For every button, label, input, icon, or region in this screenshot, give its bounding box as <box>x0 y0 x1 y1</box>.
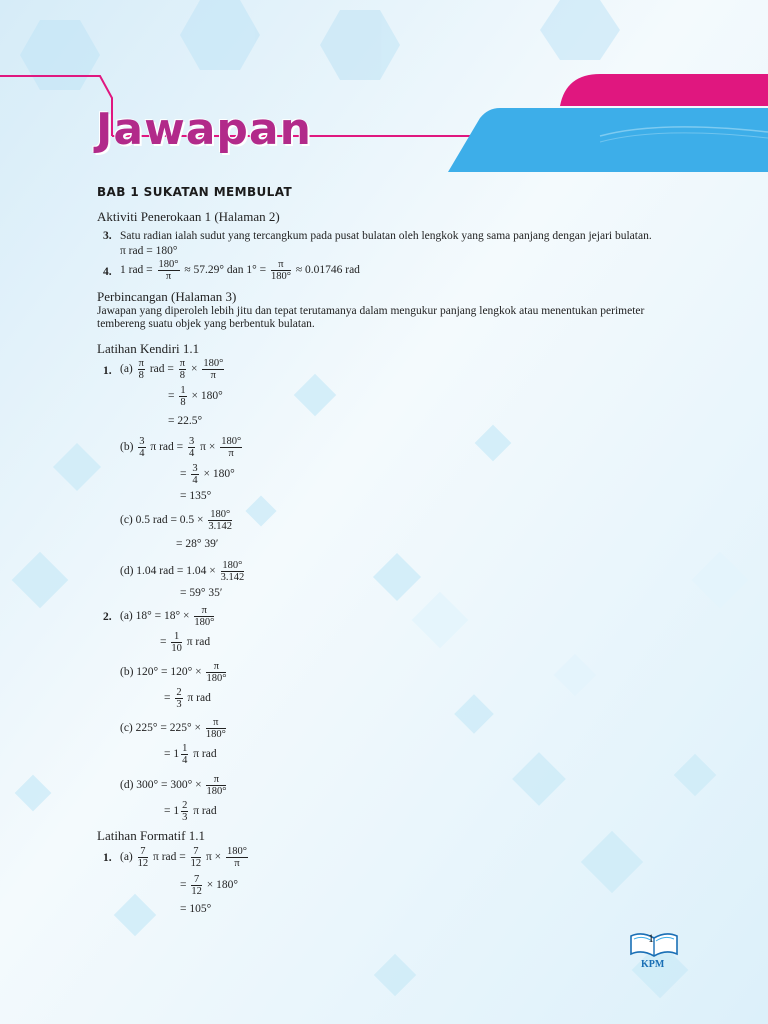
fraction: $\frac{3}{4}$ <box>192 463 198 487</box>
q3-text: Satu radian ialah sudut yang tercangkum pada pusat bulatan oleh lengkok yang sama panjang dengan jejari bulatan. <box>120 230 652 242</box>
q1c-line-1: (c) 0.5 rad = 0.5 × $\frac{180^\circ}{3.142}$ <box>120 509 233 533</box>
part-label: (d) <box>120 779 134 792</box>
q2b-line-1: (b) 120° = 120° × $\frac{\pi}{180^\circ}$ <box>120 661 227 685</box>
fraction: $\frac{1}{8}$ <box>180 385 186 409</box>
aktiviti-heading: Aktiviti Penerokaan 1 (Halaman 2) <box>97 209 280 224</box>
part-label: (c) <box>120 722 133 735</box>
q2a-line-1: (a) 18° = 18° × $\frac{\pi}{180^\circ}$ <box>120 605 215 629</box>
q1a-line-1: (a) $\frac{\pi}{8}$ rad = $\frac{\pi}{8}$ × $\frac{180^\circ}{\pi}$ <box>120 358 224 382</box>
fraction: $\frac{1}{10}$ <box>171 631 182 655</box>
fraction: $\frac{180^\circ}{3.142}$ <box>208 509 233 533</box>
q3-number: 3. <box>103 230 112 242</box>
fraction: $\frac{1}{4}$ <box>182 743 188 767</box>
q1d-line-1: (d) 1.04 rad = 1.04 × $\frac{180^\circ}{3.142}$ <box>120 560 245 584</box>
fraction: $\frac{2}{3}$ <box>176 687 182 711</box>
part-label: (c) <box>120 514 133 527</box>
part-label: (a) <box>120 610 133 623</box>
q1d-result: = 59° 35′ <box>180 587 223 599</box>
book-icon <box>628 930 680 960</box>
q2b-result: = $\frac{2}{3}$ π rad <box>164 687 211 711</box>
part-label: (a) <box>120 851 133 864</box>
latihan-kendiri-heading: Latihan Kendiri 1.1 <box>97 341 200 356</box>
q2c-result: = 1 $\frac{1}{4}$ π rad <box>164 743 217 767</box>
fraction: $\frac{3}{4}$ <box>189 436 195 460</box>
fraction: $\frac{2}{3}$ <box>182 800 188 824</box>
q2d-line-1: (d) 300° = 300° × $\frac{\pi}{180^\circ}$ <box>120 774 227 798</box>
chapter-heading: BAB 1 SUKATAN MEMBULAT <box>97 185 293 199</box>
page-number: 1 <box>648 931 654 945</box>
formatif-q1a-line-2: = $\frac{7}{12}$ × 180° <box>180 874 238 898</box>
kpm-logo <box>628 930 680 970</box>
fraction: $\frac{\pi}{180^\circ}$ <box>206 774 227 798</box>
q2d-result: = 1 $\frac{2}{3}$ π rad <box>164 800 217 824</box>
q1b-line-1: (b) $\frac{3}{4}$ π rad = $\frac{3}{4}$ π × $\frac{180^\circ}{\pi}$ <box>120 436 242 460</box>
fraction: $\frac{7}{12}$ <box>190 846 202 870</box>
formatif-q1a-line-1: (a) $\frac{7}{12}$ π rad = $\frac{7}{12}$ π × $\frac{180^\circ}{\pi}$ <box>120 846 247 870</box>
q1b-line-2: = $\frac{3}{4}$ × 180° <box>180 463 235 487</box>
perbincangan-line-2: tembereng suatu objek yang berbentuk bulatan. <box>97 318 315 330</box>
kpm-text: KPM <box>641 959 665 970</box>
fraction: $\frac{3}{4}$ <box>139 436 145 460</box>
q4-text-b: ≈ 57.29° dan 1° = <box>184 264 267 277</box>
question-2-number: 2. <box>103 611 112 623</box>
fraction: $\frac{\pi}{8}$ <box>179 358 186 382</box>
fraction: $\frac{180^\circ}{\pi}$ <box>227 846 247 870</box>
q4-text-a: 1 rad = <box>120 264 153 277</box>
fraction: $\frac{7}{12}$ <box>137 846 149 870</box>
q4-equation <box>120 259 360 282</box>
latihan-formatif-heading: Latihan Formatif 1.1 <box>97 828 205 843</box>
q1a-result: = 22.5° <box>168 415 203 427</box>
fraction: $\frac{180^\circ}{\pi}$ <box>203 358 224 382</box>
q1b-result: = 135° <box>180 490 212 502</box>
fraction: $\frac{180^\circ}{\pi}$ <box>221 436 242 460</box>
part-label: (d) <box>120 565 134 578</box>
part-label: (a) <box>120 363 133 376</box>
page-title: Jawapan <box>96 104 312 155</box>
fraction: $\frac{\pi}{180^\circ}$ <box>206 661 227 685</box>
question-1-number: 1. <box>103 365 112 377</box>
q2a-result: = $\frac{1}{10}$ π rad <box>160 631 211 655</box>
perbincangan-heading: Perbincangan (Halaman 3) <box>97 289 237 304</box>
q2c-line-1: (c) 225° = 225° × $\frac{\pi}{180^\circ}$ <box>120 717 226 741</box>
fraction: $\frac{7}{12}$ <box>191 874 202 898</box>
formatif-question-1-number: 1. <box>103 852 112 864</box>
fraction: $\frac{180^\circ}{\pi}$ <box>158 259 179 283</box>
fraction: $\frac{\pi}{180^\circ}$ <box>205 717 226 741</box>
q4-number: 4. <box>103 266 112 278</box>
q1a-line-2: = $\frac{1}{8}$ × 180° <box>168 385 223 409</box>
fraction: $\frac{180^\circ}{3.142}$ <box>220 560 245 584</box>
q3-equation: π rad = 180° <box>120 245 178 257</box>
fraction: $\frac{\pi}{180^\circ}$ <box>194 605 215 629</box>
q1c-result: = 28° 39′ <box>176 538 219 550</box>
perbincangan-line-1: Jawapan yang diperoleh lebih jitu dan tepat terutamanya dalam mengukur panjang lengkok atau menentukan perimeter <box>97 305 645 317</box>
part-label: (b) <box>120 441 134 454</box>
part-label: (b) <box>120 666 134 679</box>
fraction: $\frac{\pi}{180^\circ}$ <box>270 259 291 283</box>
fraction: $\frac{\pi}{8}$ <box>138 358 144 382</box>
formatif-q1a-result: = 105° <box>180 903 212 915</box>
q4-text-c: ≈ 0.01746 rad <box>295 264 360 277</box>
